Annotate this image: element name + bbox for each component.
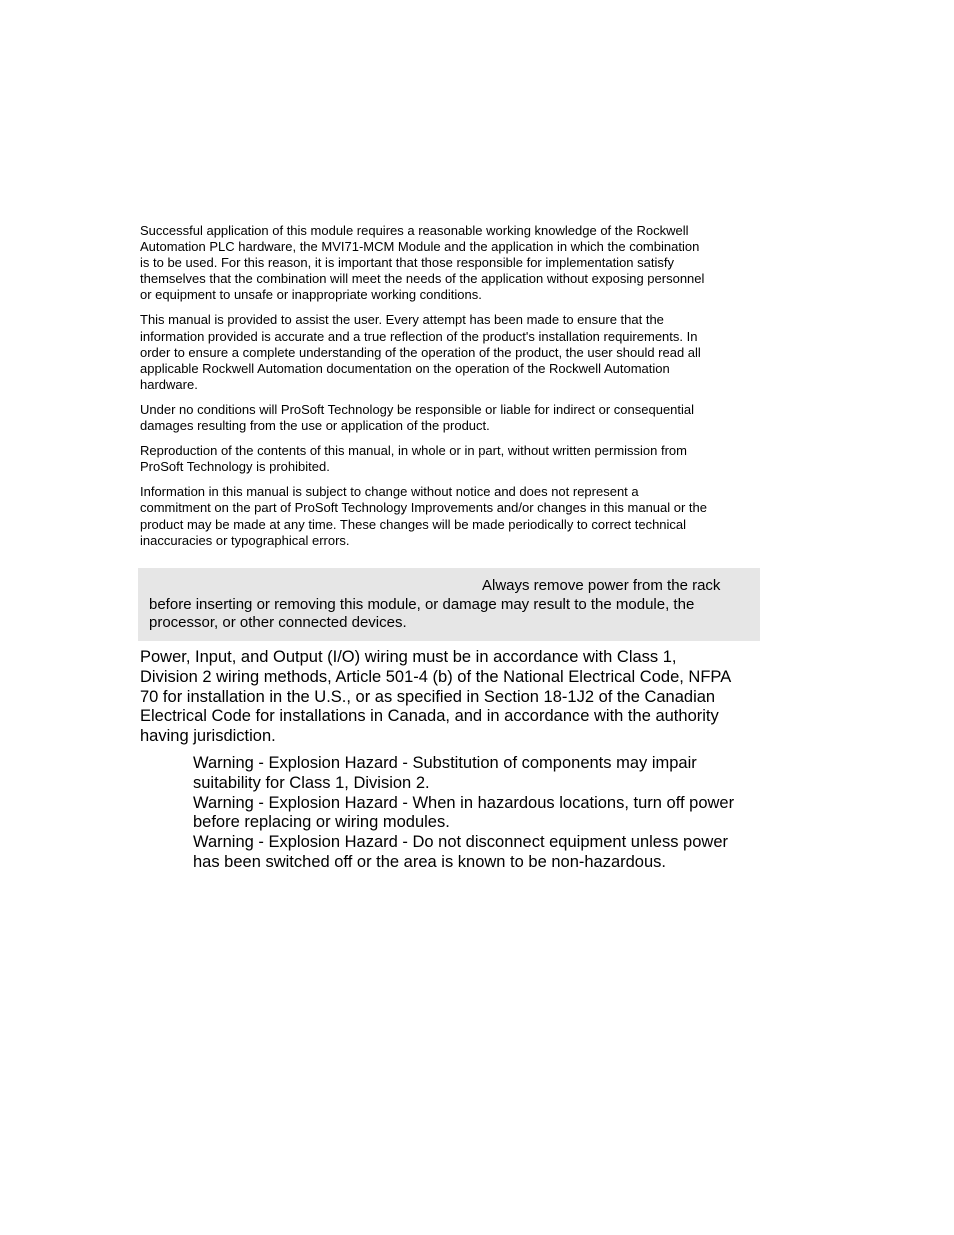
warning-item: Warning - Explosion Hazard - Substitution of components may impair suitability for Class 1, Division 2. [193,754,697,792]
intro-paragraph: Successful application of this module requires a reasonable working knowledge of the Rockwell Automation PLC hardware, the MVI71-MCM Module and the application in which the combination is to be used. For this reason, it is important that those responsible for implementation satisfy themselves that the combination will meet the needs of the application without exposing personnel or equipment to unsafe or inappropriate working conditions. [140,223,705,303]
warning-list [193,754,763,873]
notice-text [149,577,750,633]
notice-first-line: Always remove power from the rack [482,577,721,594]
intro-paragraph: Under no conditions will ProSoft Technology be responsible or liable for indirect or consequential damages resulting from the use or application of the product. [140,401,695,434]
wiring-paragraph: Power, Input, and Output (I/O) wiring must be in accordance with Class 1, Division 2 wiring methods, Article 501-4 (b) of the National Electrical Code, NFPA 70 for installation in the U.S., or as specified in Section 18-1J2 of the Canadian Electrical Code for installations in Canada, and in accordance with the authority having jurisdiction. [140,648,732,746]
wiring-section [140,648,760,747]
warning-item: Warning - Explosion Hazard - When in hazardous locations, turn off power before replacing or wiring modules. [193,793,735,832]
warning-item: Warning - Explosion Hazard - Do not disconnect equipment unless power has been switched off or the area is known to be non-hazardous. [193,833,728,871]
intro-section [140,223,758,558]
intro-paragraph: Reproduction of the contents of this manual, in whole or in part, without written permission from ProSoft Technology is prohibited. [140,443,687,475]
intro-paragraph: This manual is provided to assist the user. Every attempt has been made to ensure that the information provided is accurate and a true reflection of the product's installation requirements. In order to ensure a complete understanding of the operation of the product, the user should read all applicable Rockwell Automation documentation on the operation of the Rockwell Automation hardware. [140,312,701,392]
intro-paragraph: Information in this manual is subject to change without notice and does not represent a commitment on the part of ProSoft Technology Improvements and/or changes in this manual or the product may be made at any time. These changes will be made periodically to correct technical inaccuracies or typographical errors. [140,484,708,548]
important-notice-box [138,568,760,641]
notice-rest: before inserting or removing this module, or damage may result to the module, the processor, or other connected devices. [149,595,695,631]
